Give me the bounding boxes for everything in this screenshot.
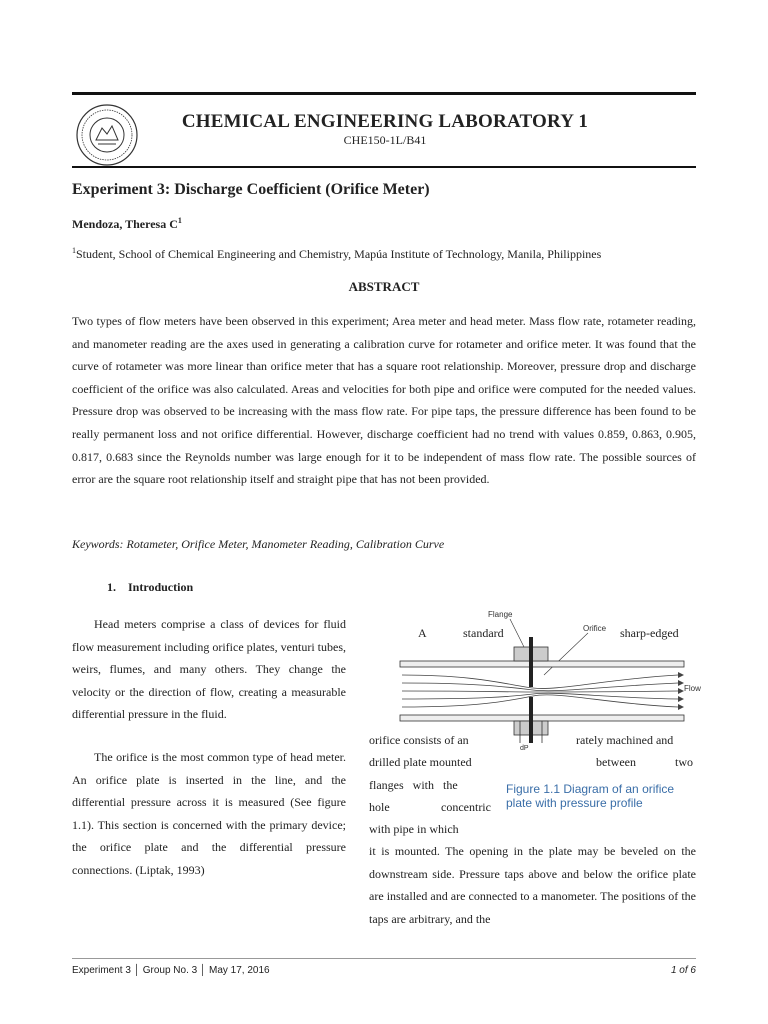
affiliation-superscript: 1 (72, 246, 76, 255)
right-col-between: between (596, 755, 636, 769)
right-col-concentric: concentric (441, 800, 491, 814)
intro-paragraph-1-text: Head meters comprise a class of devices for fluid flow measurement including orifice plates, venturi tubes, weirs, flumes, and many others. They change the velocity or the direction of flow, creating a measurable differential pressure in the fluid. (72, 617, 346, 722)
right-col-hole: hole (369, 800, 390, 814)
right-col-continuation: it is mounted. The opening in the plate may be beveled on the downstream side. Pressure taps above and below the orifice plate are installed and are connected to a manometer. The positions of the taps are arbitrary, and the (369, 844, 696, 926)
author-superscript: 1 (177, 216, 182, 225)
right-col-orifice-consists: orifice consists of an (369, 733, 469, 747)
right-col-drilled: drilled plate mounted (369, 755, 472, 769)
keywords: Keywords: Rotameter, Orifice Meter, Manometer Reading, Calibration Curve (72, 537, 445, 551)
right-col-standard: standard (463, 626, 504, 640)
abstract-text: Two types of flow meters have been observed in this experiment; Area meter and head meter. Mass flow rate, rotameter reading, and manometer reading are the axes used in generating a calibration curve for rotameter and orifice meter. It was found that the curve of rotameter was more linear than orifice meter that has a square root relationship. Moreover, pressure drop and discharge coefficient of the orifice was also calculated. Areas and velocities for both pipe and orifice were computed for the needed values. Pressure drop was observed to be increasing with the mass flow rate. For pipe taps, the pressure difference has been found to be really permanent loss and not orifice differential. However, discharge coefficient had no trend with values 0.859, 0.863, 0.905, 0.817, 0.683 since the Reynolds number was large enough for it to be independent of mass flow rate. The possible sources of error are the square root relationship itself and straight pipe that has not been provided. (72, 314, 696, 487)
intro-paragraph-1 (72, 613, 346, 726)
course-code: CHE150-1L/B41 (343, 133, 427, 147)
orifice-label: Orifice (583, 624, 607, 633)
right-col-rately: rately machined and (576, 733, 674, 747)
page-title: CHEMICAL ENGINEERING LABORATORY 1 (181, 111, 589, 132)
header-top-rule (72, 92, 696, 95)
flow-label: Flow (684, 684, 701, 693)
author-name: Mendoza, Theresa C (72, 217, 178, 231)
right-col-with-pipe: with pipe in which (369, 822, 459, 836)
page-number: 1 of 6 (670, 965, 696, 976)
affiliation-text: Student, School of Chemical Engineering and Chemistry, Mapúa Institute of Technology, Manila, Philippines (76, 247, 602, 261)
right-col-flanges: flanges with the (369, 778, 458, 792)
footer-info: Experiment 3 │ Group No. 3 │ May 17, 2016 (72, 965, 270, 976)
experiment-title: Experiment 3: Discharge Coefficient (Orifice Meter) (72, 181, 430, 198)
introduction-heading: 1. Introduction (107, 580, 194, 594)
institute-seal-icon (76, 104, 138, 166)
flange-label: Flange (488, 610, 513, 619)
affiliation (72, 246, 601, 262)
dp-label: dP (520, 745, 529, 752)
abstract-heading: ABSTRACT (348, 279, 420, 294)
author (72, 216, 182, 232)
intro-paragraph-2-text: The orifice is the most common type of head meter. An orifice plate is inserted in the line, and the differential pressure across it is measured (See figure 1.1). This section is concerned with the primary device; the orifice plate and the differential pressure connections. (Liptak, 1993) (72, 750, 346, 877)
right-col-a: A (418, 626, 427, 640)
header-bottom-rule (72, 166, 696, 168)
right-col-two: two (675, 755, 693, 769)
intro-paragraph-2 (72, 746, 346, 882)
right-col-sharp-edged: sharp-edged (620, 626, 679, 640)
figure-caption: Figure 1.1 Diagram of an orifice plate with pressure profile (506, 782, 675, 810)
footer-rule (72, 958, 696, 959)
